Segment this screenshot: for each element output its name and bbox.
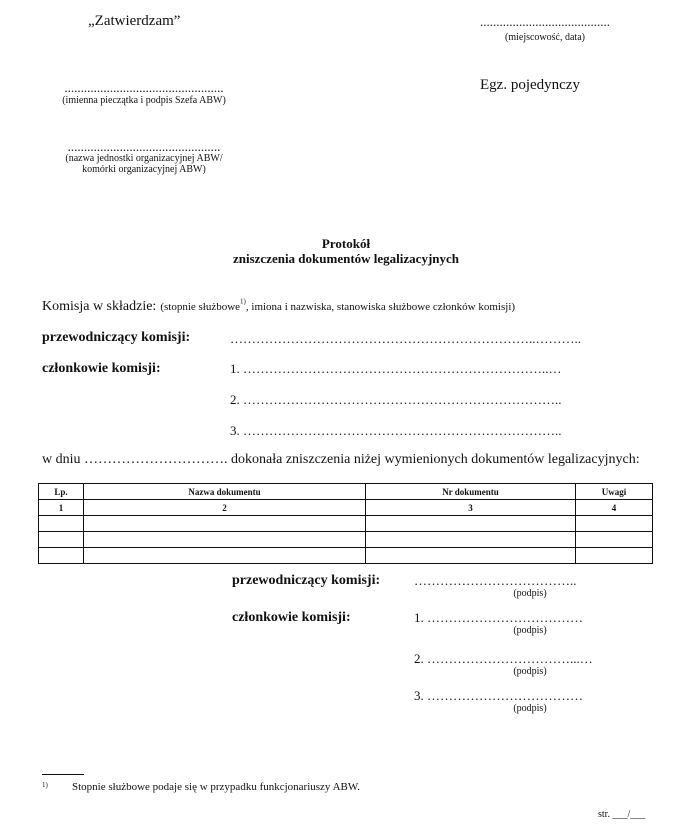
col-number-1: 1 — [39, 500, 84, 516]
member-3-dots: 3. ……………………………………………………………….. — [230, 423, 562, 438]
footnote-separator — [42, 774, 84, 775]
chair-label: przewodniczący komisji: — [42, 330, 191, 345]
col-header-number: Nr dokumentu — [366, 484, 576, 500]
place-date-dots: ........................................ — [480, 14, 610, 29]
table-number-row — [39, 500, 653, 516]
table-cell — [366, 532, 576, 548]
table-cell — [576, 548, 653, 564]
table-row — [39, 516, 653, 532]
unit-label-line2: komórki organizacyjnej ABW) — [82, 164, 206, 175]
table-header-row — [39, 484, 653, 500]
commission-note-b: , imiona i nazwiska, stanowiska służbowe członków komisji) — [245, 301, 516, 313]
signature-member-3-dots: 3. ……………………………… — [414, 688, 583, 703]
col-header-lp: Lp. — [39, 484, 84, 500]
table-cell — [576, 516, 653, 532]
signature-chair-label: przewodniczący komisji: — [232, 573, 381, 588]
commission-note-sup: 1) — [240, 297, 246, 306]
commission-intro-text: Komisja w składzie: — [42, 299, 157, 314]
col-number-2: 2 — [84, 500, 366, 516]
signature-member-1-dots: 1. ……………………………… — [414, 610, 583, 625]
table-cell — [84, 532, 366, 548]
col-number-3: 3 — [366, 500, 576, 516]
footnote-text: Stopnie służbowe podaje się w przypadku funkcjonariuszy ABW. — [72, 781, 360, 793]
unit-dots: ............................................... — [67, 139, 221, 154]
document-title: Protokół — [321, 236, 371, 251]
table-cell — [39, 548, 84, 564]
signature-chair-caption: (podpis) — [513, 588, 547, 599]
footnote-marker: 1) — [42, 781, 48, 789]
table-cell — [366, 516, 576, 532]
commission-intro — [42, 297, 515, 315]
stamp-dots: ................................................. — [64, 80, 224, 95]
documents-table — [38, 483, 653, 564]
table-cell — [39, 516, 84, 532]
member-1-dots: 1. ……………………………………………………………..… — [230, 361, 562, 376]
signature-members-label: członkowie komisji: — [232, 610, 351, 625]
col-number-4: 4 — [576, 500, 653, 516]
table-cell — [84, 548, 366, 564]
approval-heading: „Zatwierdzam” — [88, 13, 181, 29]
commission-note-a: (stopnie służbowe — [160, 301, 241, 313]
table-cell — [366, 548, 576, 564]
signature-chair-dots: ……………………………….. — [414, 573, 577, 588]
signature-member-2-caption: (podpis) — [513, 666, 547, 677]
unit-label-line1: (nazwa jednostki organizacyjnej ABW/ — [65, 153, 223, 164]
signature-member-3-caption: (podpis) — [513, 703, 547, 714]
stamp-label: (imienna pieczątka i podpis Szefa ABW) — [62, 95, 226, 106]
destruction-date-line: w dniu …………………………. dokonała zniszczenia niżej wymienionych dokumentów legalizacyjnych: — [42, 452, 640, 467]
table-cell — [576, 532, 653, 548]
copy-label: Egz. pojedynczy — [480, 77, 580, 93]
table-cell — [39, 532, 84, 548]
member-2-dots: 2. ……………………………………………………………….. — [230, 392, 562, 407]
page-number: str. ___/___ — [598, 809, 646, 820]
place-date-label: (miejscowość, data) — [505, 32, 585, 43]
col-header-notes: Uwagi — [576, 484, 653, 500]
document-subtitle: zniszczenia dokumentów legalizacyjnych — [232, 251, 460, 266]
table-row — [39, 548, 653, 564]
signature-member-1-caption: (podpis) — [513, 625, 547, 636]
signature-member-2-dots: 2. ……………………………...… — [414, 651, 593, 666]
chair-dots: ……………………………………………………………..……….. — [230, 331, 581, 346]
members-label: członkowie komisji: — [42, 361, 161, 376]
table-cell — [84, 516, 366, 532]
col-header-name: Nazwa dokumentu — [84, 484, 366, 500]
table-row — [39, 532, 653, 548]
